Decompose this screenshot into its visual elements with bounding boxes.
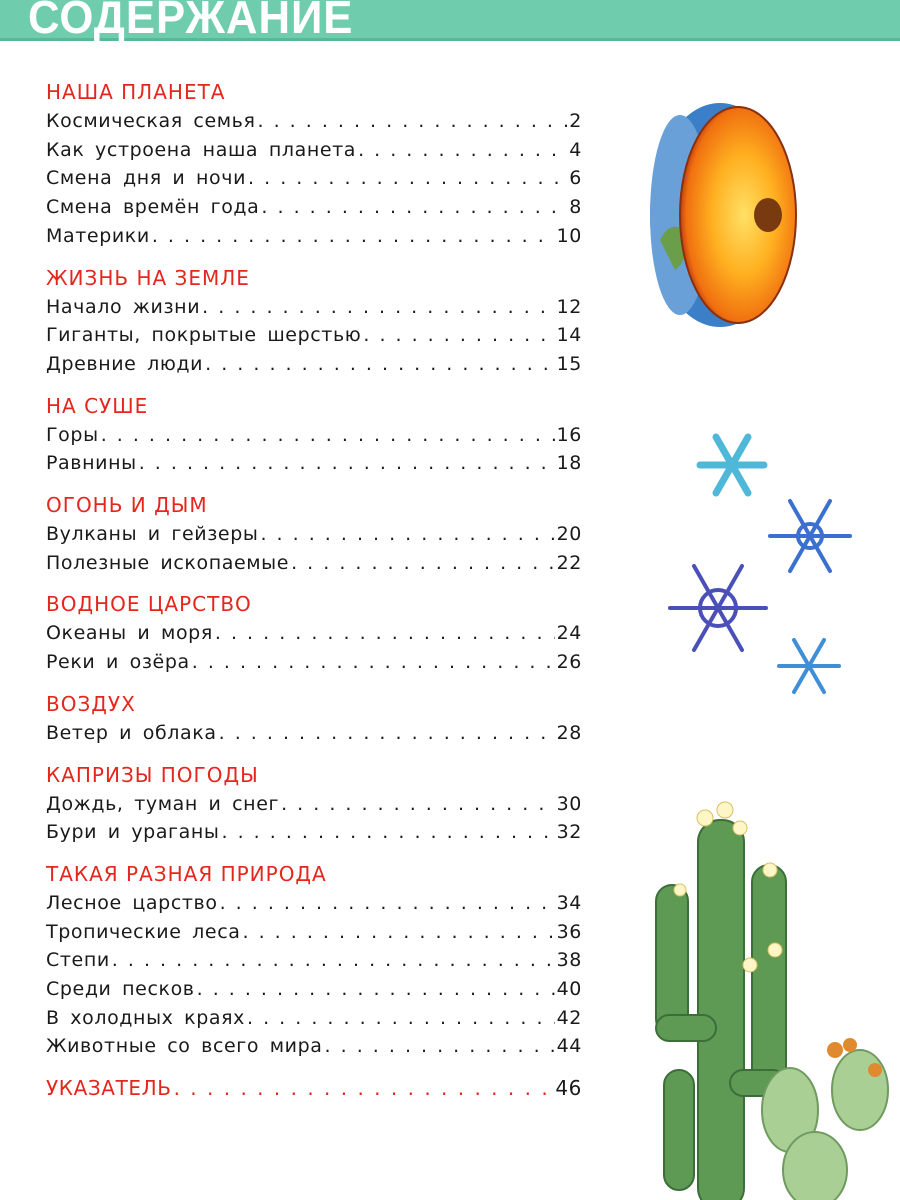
entry-page-number: 10 <box>556 224 582 247</box>
toc-entry[interactable] <box>46 164 582 193</box>
table-of-contents <box>46 77 582 1103</box>
section-heading: КАПРИЗЫ ПОГОДЫ <box>46 762 259 787</box>
toc-entry[interactable] <box>46 975 582 1004</box>
entry-title: Реки и озёра <box>46 651 190 674</box>
entry-title: Тропические леса <box>46 920 241 943</box>
entry-title: Смена дня и ночи <box>46 167 247 190</box>
snowflake-icon <box>700 437 764 493</box>
dot-leader <box>363 321 554 350</box>
snowflake-icon <box>670 566 766 650</box>
entry-title: Как устроена наша планета <box>46 138 357 161</box>
entry-title: Бури и ураганы <box>46 821 220 844</box>
entry-title: Дождь, туман и снег <box>46 792 280 815</box>
entry-page-number: 26 <box>556 651 582 674</box>
toc-section <box>46 589 582 676</box>
section-heading: ВОЗДУХ <box>46 691 136 716</box>
entry-title: Ветер и облака <box>46 721 217 744</box>
dot-leader <box>258 107 568 136</box>
entry-title: В холодных краях <box>46 1006 246 1029</box>
entry-page-number: 22 <box>556 551 582 574</box>
dot-leader <box>112 946 555 975</box>
dot-leader <box>291 549 555 578</box>
entry-title: Полезные ископаемые <box>46 551 290 574</box>
dot-leader <box>202 293 554 322</box>
dot-leader <box>219 719 555 748</box>
dot-leader <box>248 164 567 193</box>
dot-leader <box>197 975 555 1004</box>
entry-page-number: 14 <box>556 324 582 347</box>
dot-leader <box>325 1032 555 1061</box>
dot-leader <box>243 918 555 947</box>
section-heading: НА СУШЕ <box>46 393 149 418</box>
entry-page-number: 16 <box>556 423 582 446</box>
entry-title: Смена времён года <box>46 196 260 219</box>
entry-title: Гиганты, покрытые шерстью <box>46 324 362 347</box>
entry-title: Материки <box>46 224 150 247</box>
entry-page-number: 38 <box>556 949 582 972</box>
entry-title: Горы <box>46 423 99 446</box>
toc-index-entry[interactable] <box>46 1073 582 1103</box>
toc-entry[interactable] <box>46 421 582 450</box>
section-heading: НАША ПЛАНЕТА <box>46 80 226 104</box>
dot-leader <box>261 193 567 222</box>
toc-section <box>46 391 582 478</box>
toc-entry[interactable] <box>46 222 582 251</box>
snowflakes-illustration <box>660 425 860 695</box>
toc-section <box>46 490 582 577</box>
toc-section <box>46 689 582 748</box>
entry-title: Равнины <box>46 452 137 475</box>
dot-leader <box>205 350 554 379</box>
entry-title: Древние люди <box>46 352 204 375</box>
snowflake-icon <box>770 501 850 571</box>
entry-page-number: 28 <box>556 721 582 744</box>
entry-page-number: 8 <box>569 196 582 219</box>
entry-page-number: 42 <box>556 1006 582 1029</box>
entry-title: Степи <box>46 949 110 972</box>
toc-entry[interactable] <box>46 1032 582 1061</box>
toc-section <box>46 760 582 847</box>
toc-entry[interactable] <box>46 790 582 819</box>
toc-entry[interactable] <box>46 293 582 322</box>
page-title: СОДЕРЖАНИЕ <box>28 0 354 43</box>
entry-title: Животные со всего мира <box>46 1035 323 1058</box>
entry-title: Океаны и моря <box>46 622 213 645</box>
entry-page-number: 32 <box>556 821 582 844</box>
toc-entry[interactable] <box>46 136 582 165</box>
entry-title: Вулканы и гейзеры <box>46 523 259 546</box>
entry-page-number: 36 <box>556 920 582 943</box>
entry-title: Начало жизни <box>46 295 201 318</box>
toc-entry[interactable] <box>46 1004 582 1033</box>
toc-entry[interactable] <box>46 350 582 379</box>
cactus-illustration <box>650 790 900 1200</box>
entry-page-number: 12 <box>556 295 582 318</box>
index-page-number: 46 <box>555 1076 582 1101</box>
entry-page-number: 4 <box>569 138 582 161</box>
dot-leader <box>247 1004 555 1033</box>
entry-title: Лесное царство <box>46 891 218 914</box>
entry-title: Космическая семья <box>46 110 256 132</box>
toc-entry[interactable] <box>46 549 582 578</box>
section-heading: ВОДНОЕ ЦАРСТВО <box>46 592 252 617</box>
dot-leader <box>260 520 554 549</box>
toc-entry[interactable] <box>46 818 582 847</box>
entry-page-number: 15 <box>556 352 582 375</box>
index-title: УКАЗАТЕЛЬ <box>46 1076 172 1101</box>
section-heading: ЖИЗНЬ НА ЗЕМЛЕ <box>46 265 250 290</box>
toc-entry[interactable] <box>46 321 582 350</box>
toc-section <box>46 77 582 251</box>
toc-entry[interactable] <box>46 193 582 222</box>
dot-leader <box>174 1073 554 1103</box>
toc-entry[interactable] <box>46 918 582 947</box>
earth-cross-section-illustration <box>640 100 800 335</box>
entry-page-number: 6 <box>569 167 582 190</box>
header-banner <box>0 0 900 41</box>
dot-leader <box>139 449 555 478</box>
section-heading: ТАКАЯ РАЗНАЯ ПРИРОДА <box>46 861 327 886</box>
dot-leader <box>215 619 555 648</box>
dot-leader <box>101 421 555 450</box>
toc-entry[interactable] <box>46 889 582 918</box>
dot-leader <box>222 818 555 847</box>
toc-entry[interactable] <box>46 946 582 975</box>
section-heading: ОГОНЬ И ДЫМ <box>46 493 208 518</box>
toc-section <box>46 263 582 379</box>
entry-page-number: 20 <box>556 523 582 546</box>
dot-leader <box>192 648 555 677</box>
toc-entry[interactable] <box>46 619 582 648</box>
toc-entry[interactable] <box>46 648 582 677</box>
toc-entry[interactable] <box>46 719 582 748</box>
entry-title: Среди песков <box>46 978 195 1001</box>
entry-page-number: 24 <box>556 622 582 645</box>
dot-leader <box>220 889 555 918</box>
entry-page-number: 40 <box>556 978 582 1001</box>
toc-entry[interactable] <box>46 520 582 549</box>
entry-page-number: 30 <box>556 792 582 815</box>
dot-leader <box>152 222 555 251</box>
entry-page-number: 18 <box>556 452 582 475</box>
toc-entry[interactable] <box>46 107 582 136</box>
toc-section <box>46 859 582 1061</box>
dot-leader <box>281 790 555 819</box>
entry-page-number: 44 <box>556 1035 582 1058</box>
entry-page-number: 2 <box>569 110 582 132</box>
snowflake-icon <box>779 640 839 692</box>
dot-leader <box>358 136 567 165</box>
toc-entry[interactable] <box>46 449 582 478</box>
entry-page-number: 34 <box>556 891 582 914</box>
